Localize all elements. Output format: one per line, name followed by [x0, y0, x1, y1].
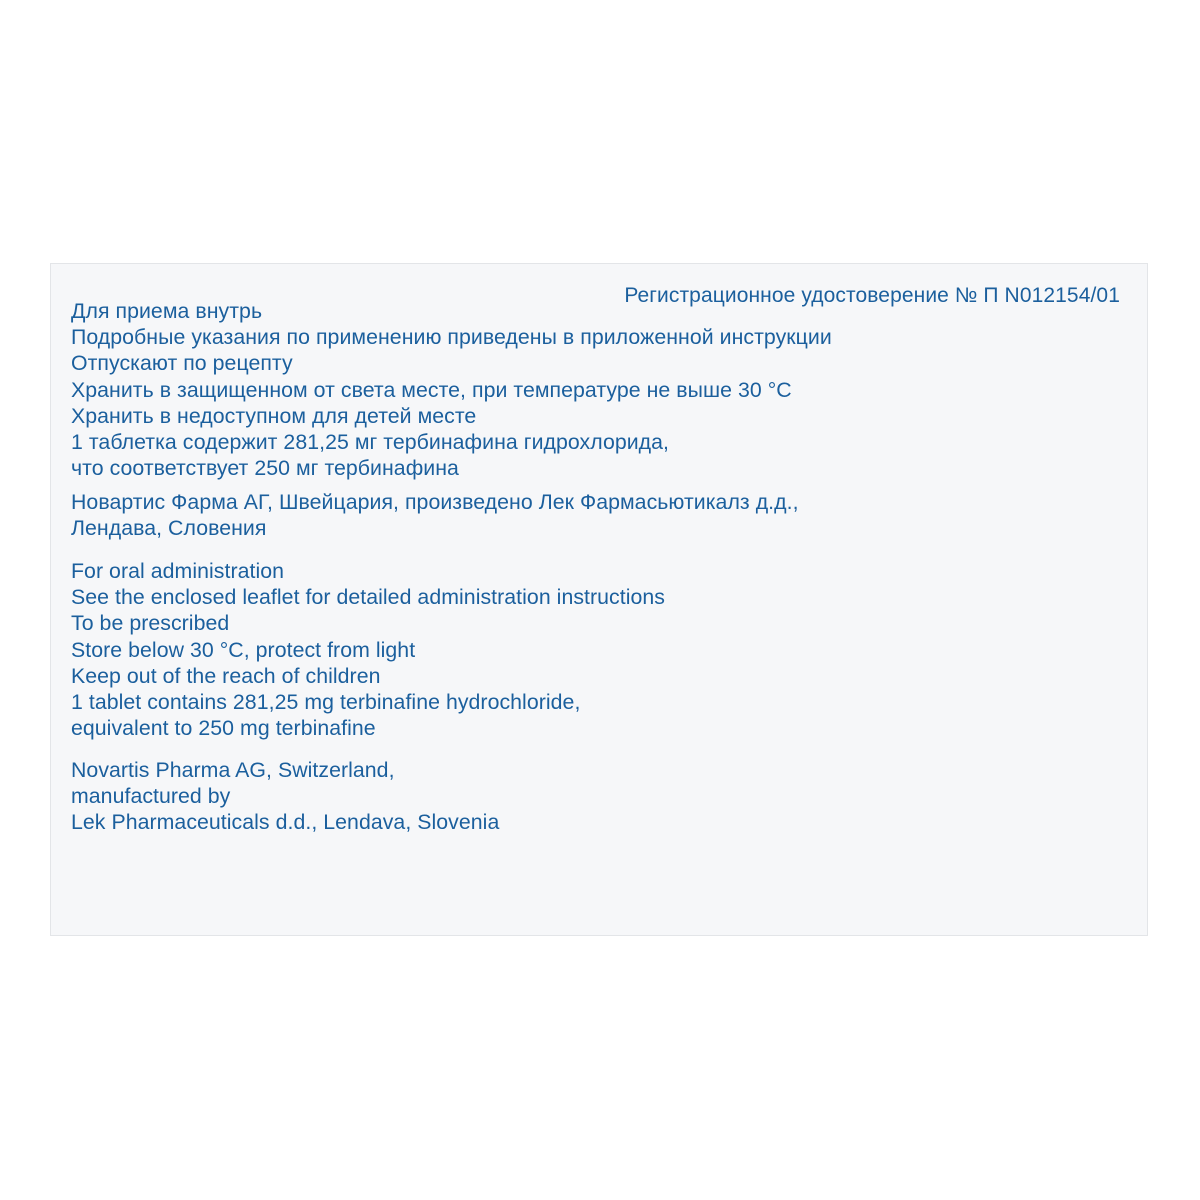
- ru-line-children: Хранить в недоступном для детей месте: [71, 403, 477, 428]
- en-line-storage-temperature: Store below 30 °C, protect from light: [71, 637, 416, 662]
- russian-manufacturer: [71, 489, 799, 541]
- en-line-prescription: To be prescribed: [71, 611, 230, 636]
- russian-instructions: [71, 298, 832, 481]
- ru-line-leaflet: Подробные указания по применению приведены в приложенной инструкции: [71, 325, 832, 350]
- english-manufacturer: [71, 757, 499, 836]
- en-manufacturer-line-2: manufactured by: [71, 784, 231, 809]
- en-line-leaflet: See the enclosed leaflet for detailed administration instructions: [71, 585, 665, 610]
- ru-line-prescription: Отпускают по рецепту: [71, 351, 293, 376]
- ru-manufacturer-line-2: Лендава, Словения: [71, 516, 267, 541]
- en-line-equivalent: equivalent to 250 mg terbinafine: [71, 716, 376, 741]
- ru-line-oral-use: Для приема внутрь: [71, 299, 263, 323]
- ru-manufacturer-line-1: Новартис Фарма АГ, Швейцария, произведено Лек Фармасьютикалз д.д.,: [71, 490, 799, 514]
- en-line-children: Keep out of the reach of children: [71, 663, 381, 688]
- en-manufacturer-line-1: Novartis Pharma AG, Switzerland,: [71, 758, 395, 782]
- ru-line-composition: 1 таблетка содержит 281,25 мг тербинафина гидрохлорида,: [71, 430, 670, 455]
- ru-line-storage-temperature: Хранить в защищенном от света месте, при температуре не выше 30 °C: [71, 377, 792, 402]
- en-line-composition: 1 tablet contains 281,25 mg terbinafine hydrochloride,: [71, 690, 581, 715]
- package-label-panel: [50, 263, 1148, 936]
- ru-line-equivalent: что соответствует 250 мг тербинафина: [71, 456, 459, 481]
- english-instructions: [71, 558, 665, 741]
- en-manufacturer-line-3: Lek Pharmaceuticals d.d., Lendava, Slovenia: [71, 810, 500, 835]
- en-line-oral-use: For oral administration: [71, 559, 285, 583]
- registration-number: Регистрационное удостоверение № П N012154/01: [624, 284, 1120, 307]
